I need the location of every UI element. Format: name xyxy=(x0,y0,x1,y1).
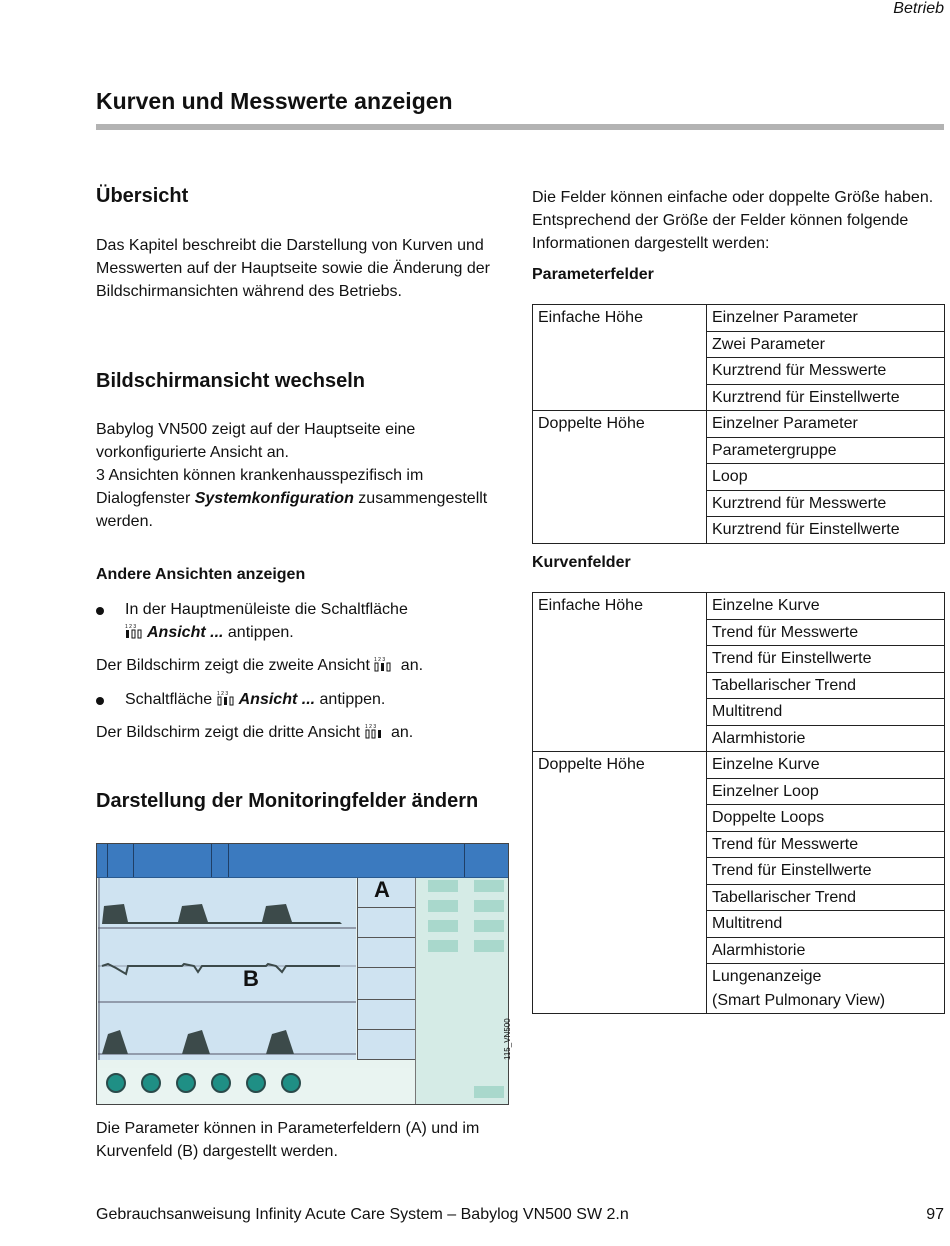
result-1: Der Bildschirm zeigt die zweite Ansicht 1 2 3 an. xyxy=(96,654,510,679)
therapy-controls-bar xyxy=(98,1068,414,1104)
label-a: A xyxy=(374,877,390,902)
bullet-dot xyxy=(96,697,104,705)
overview-heading: Übersicht xyxy=(96,185,189,207)
table-cell: Kurztrend für Einstellwerte xyxy=(707,517,945,544)
result-2: Der Bildschirm zeigt die dritte Ansicht 1 2 3 an. xyxy=(96,721,510,746)
svg-text:1 2 3: 1 2 3 xyxy=(216,691,228,697)
table-cell: Kurztrend für Messwerte xyxy=(707,490,945,517)
system-config-term: Systemkonfiguration xyxy=(194,490,354,507)
table-cell: Kurztrend für Messwerte xyxy=(707,358,945,385)
table-cell: Kurztrend für Einstellwerte xyxy=(707,384,945,411)
table-row xyxy=(533,593,945,620)
control-knob-icon xyxy=(141,1073,161,1093)
overview-text: Das Kapitel beschreibt die Darstellung von Kurven und Messwerten auf der Hauptseite sowie die Änderung der Bildschirmansichten während des Betriebs. xyxy=(96,237,490,300)
table-cell: Einzelner Parameter xyxy=(707,305,945,332)
view-3-icon xyxy=(365,723,383,746)
table-cell-size: Doppelte Höhe xyxy=(533,752,707,1014)
side-panel xyxy=(415,878,509,1105)
table-cell: Einzelne Kurve xyxy=(707,593,945,620)
table-row xyxy=(533,411,945,438)
switch-view-heading: Bildschirmansicht wechseln xyxy=(96,370,365,392)
view-button-label: Ansicht ... xyxy=(147,624,224,641)
table-cell: Multitrend xyxy=(707,699,945,726)
table-cell: Trend für Messwerte xyxy=(707,619,945,646)
figure-caption: Die Parameter können in Parameterfeldern (A) und im Kurvenfeld (B) dargestellt werden. xyxy=(96,1120,480,1160)
table-cell: Trend für Einstellwerte xyxy=(707,858,945,885)
section-header: Betrieb xyxy=(893,0,944,17)
control-knob-icon xyxy=(176,1073,196,1093)
table-cell: Parametergruppe xyxy=(707,437,945,464)
switch-view-text-2: 3 Ansichten können krankenhausspezifisch im Dialogfenster Systemkonfiguration zusammengestellt werden. xyxy=(96,467,488,530)
bullet-dot xyxy=(96,607,104,615)
page-title: Kurven und Messwerte anzeigen xyxy=(96,88,453,114)
monitoring-heading: Darstellung der Monitoringfelder ändern xyxy=(96,790,479,812)
figure-code: 115_VN500 xyxy=(503,1018,512,1060)
table-cell-size: Einfache Höhe xyxy=(533,305,707,411)
table-row xyxy=(533,305,945,332)
view-button-label: Ansicht ... xyxy=(238,691,316,708)
table-cell-size: Einfache Höhe xyxy=(533,593,707,752)
table-cell: Multitrend xyxy=(707,911,945,938)
table-cell: Lungenanzeige (Smart Pulmonary View) xyxy=(707,964,945,1014)
control-knob-icon xyxy=(211,1073,231,1093)
control-knob-icon xyxy=(246,1073,266,1093)
table-cell: Tabellarischer Trend xyxy=(707,884,945,911)
table-cell: Trend für Einstellwerte xyxy=(707,646,945,673)
table-cell: Einzelner Parameter xyxy=(707,411,945,438)
table-cell: Alarmhistorie xyxy=(707,937,945,964)
curve-field xyxy=(98,878,356,1060)
step-2: Schaltfläche 1 2 3 Ansicht ... antippen. xyxy=(96,688,510,713)
fields-intro: Die Felder können einfache oder doppelte Größe haben. Entsprechend der Größe der Felder können folgende Informationen dargestellt werden: xyxy=(532,189,934,252)
title-rule xyxy=(96,124,944,130)
svg-text:1 2 3: 1 2 3 xyxy=(364,724,376,730)
footer-text: Gebrauchsanweisung Infinity Acute Care System – Babylog VN500 SW 2.n xyxy=(96,1206,629,1223)
table-cell: Trend für Messwerte xyxy=(707,831,945,858)
table-cell: Einzelne Kurve xyxy=(707,752,945,779)
curve-fields-heading: Kurvenfelder xyxy=(532,554,631,571)
other-views-heading: Andere Ansichten anzeigen xyxy=(96,566,306,583)
page-number: 97 xyxy=(926,1206,944,1223)
parameter-fields-heading: Parameterfelder xyxy=(532,266,654,283)
svg-text:1 2 3: 1 2 3 xyxy=(374,657,386,663)
curve-fields-table xyxy=(532,592,945,1014)
table-cell: Tabellarischer Trend xyxy=(707,672,945,699)
table-cell: Einzelner Loop xyxy=(707,778,945,805)
table-cell: Doppelte Loops xyxy=(707,805,945,832)
parameter-fields-table xyxy=(532,304,945,544)
table-cell: Loop xyxy=(707,464,945,491)
step-1: In der Hauptmenüleiste die Schaltfläche 1 2 3 Ansicht ... antippen. xyxy=(96,598,510,646)
view-2-icon xyxy=(374,656,392,679)
table-cell: Alarmhistorie xyxy=(707,725,945,752)
view-switch-icon xyxy=(125,623,143,646)
label-b: B xyxy=(243,966,259,991)
parameter-fields xyxy=(357,878,416,1060)
view-switch-icon xyxy=(217,690,235,713)
switch-view-text-1: Babylog VN500 zeigt auf der Hauptseite eine vorkonfigurierte Ansicht an. xyxy=(96,421,416,461)
table-cell: Zwei Parameter xyxy=(707,331,945,358)
table-cell-size: Doppelte Höhe xyxy=(533,411,707,544)
control-knob-icon xyxy=(281,1073,301,1093)
monitor-screen-figure xyxy=(96,843,509,1105)
screen-top-bar xyxy=(97,844,508,878)
table-row xyxy=(533,752,945,779)
svg-text:1 2 3: 1 2 3 xyxy=(125,624,137,630)
control-knob-icon xyxy=(106,1073,126,1093)
